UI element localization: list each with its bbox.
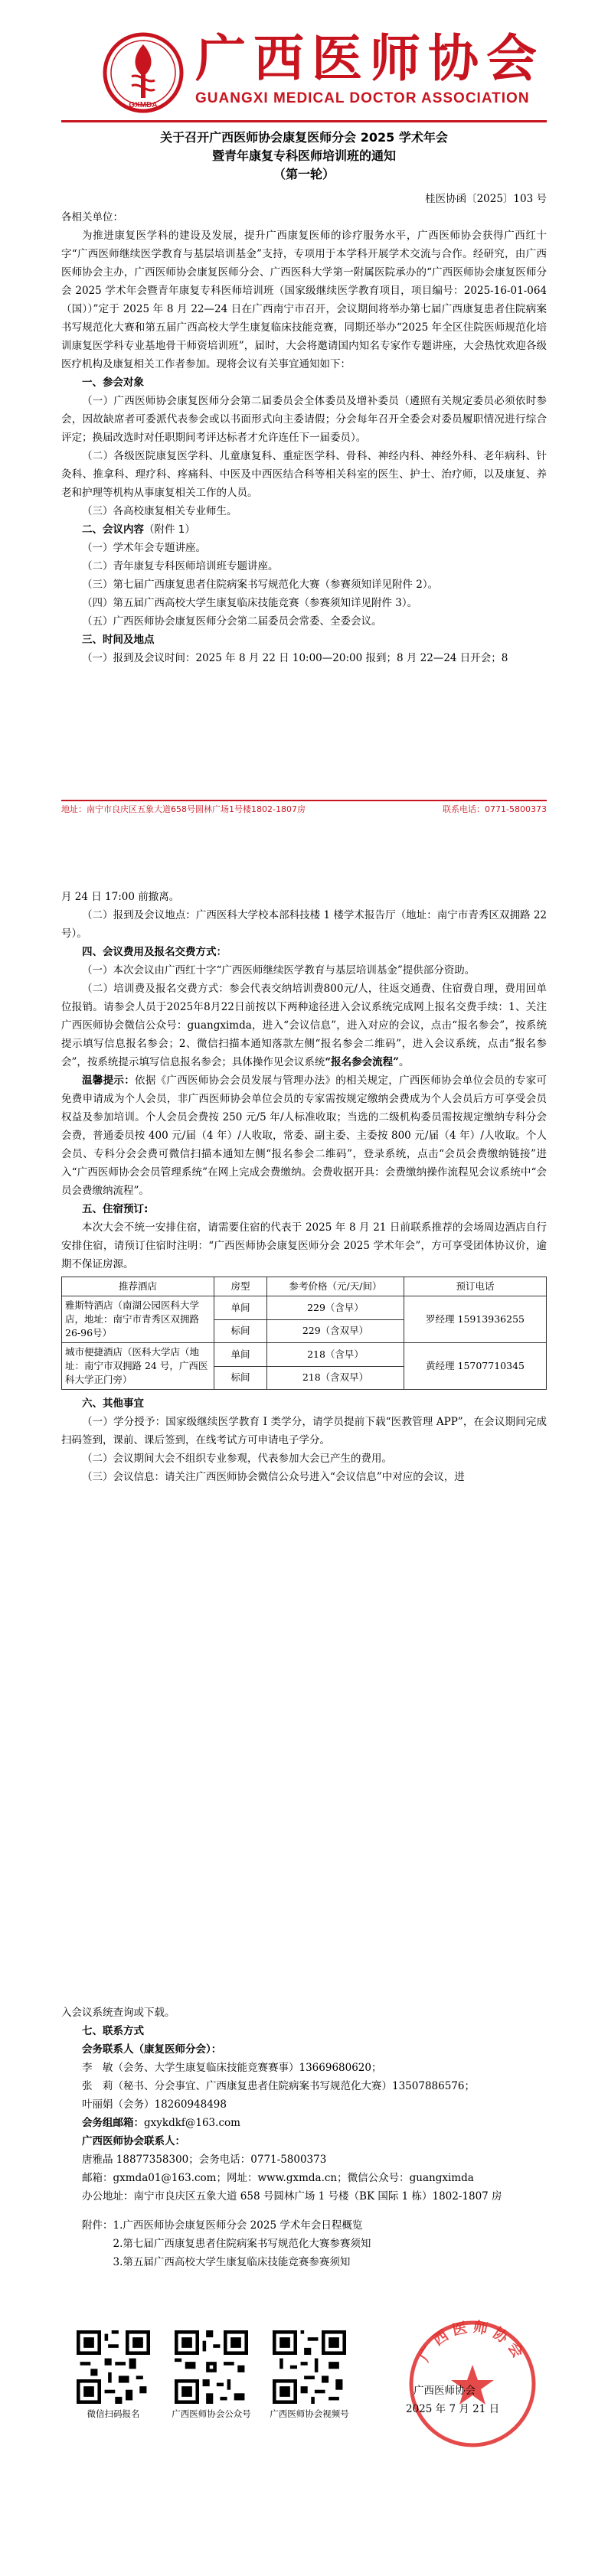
contact-line: 李 敏（会务、大学生康复临床技能竞赛赛事）13669680620； bbox=[82, 2062, 382, 2074]
attachments-line-2: 2.第七届广西康复患者住院病案书写规范化大赛参赛须知 bbox=[113, 2238, 371, 2250]
table-row bbox=[62, 1296, 547, 1320]
hotel-phone: 罗经理 15913936255 bbox=[404, 1296, 547, 1343]
section-7-heading: 七、联系方式 bbox=[82, 2025, 144, 2037]
section-6-item-3-part2: 入会议系统查询或下载。 bbox=[61, 2007, 175, 2019]
section-4-item-2: （二）培训费及报名交费方式：参会代表交纳培训费800元/人，往返交通费、住宿费自理，费用回单位报销。请参会人员于2025年8月22日前按以下两种途径进入会议系统完成网上报名交费手续：1、关注广西医师协会微信公众号：guangximda，进入“会议信息”，进入对应的会议，点击“报名参会”，按系统提示填写信息报名参会；2、微信扫描本通知落款左侧“报名参会二维码”，进入会议系统，点击“报名参会”，按系统提示填写信息报名参会；具体操作见会议系统“报名参会流程”。 bbox=[61, 983, 547, 1068]
salutation: 各相关单位： bbox=[61, 211, 123, 223]
room-price: 218（含双早） bbox=[267, 1366, 404, 1390]
footer-divider bbox=[61, 800, 547, 801]
contact-line: 张 莉（秘书、分会事宜、广西康复患者住院病案书写规范化大赛）13507886576； bbox=[82, 2080, 475, 2092]
doc-title-line2: 暨青年康复专科医师培训班的通知 bbox=[211, 148, 396, 163]
room-type: 单间 bbox=[214, 1296, 267, 1320]
room-price: 229（含双早） bbox=[267, 1319, 404, 1343]
section-5-paragraph: 本次大会不统一安排住宿，请需要住宿的代表于 2025 年 8 月 21 日前联系推荐的会场周边酒店自行安排住宿，请预订住宿时注明：“广西医师协会康复医师分会 2025 学术年会”，方可享受团体协议价，逾期不保证房源。 bbox=[61, 1221, 547, 1270]
email-line: 会务组邮箱：gxykdkf@163.com bbox=[82, 2117, 240, 2129]
room-type: 单间 bbox=[214, 1343, 267, 1367]
hotel-name: 城市便捷酒店（医科大学店（地址：南宁市双拥路 24 号，广西医科大学正门旁） bbox=[62, 1343, 214, 1390]
doc-title-line1: 关于召开广西医师协会康复医师分会 2025 学术年会 bbox=[160, 130, 448, 145]
hotel-name: 雅斯特酒店（南湖公园医科大学店，地址：南宁市青秀区双拥路26-96号） bbox=[62, 1296, 214, 1343]
section-1-item-3: （三）各高校康复相关专业师生。 bbox=[82, 505, 237, 517]
official-account-qr-code-icon[interactable] bbox=[175, 2330, 248, 2404]
association-logo-icon bbox=[101, 31, 185, 115]
intro-paragraph: 为推进康复医学科的建设及发展，提升广西康复医师的诊疗服务水平，广西医师协会获得广西红十字“广西医师继续医学教育与基层培训基金”支持，专项用于本学科开展学术交流与合作。经研究，由广西医师协会主办，广西医师协会康复医师分会、广西医科大学第一附属医院承办的“广西医师协会康复医师分会 2025 学术年会暨青年康复专科医师培训班（国家级继续医学教育项目，项目编号：2025-16-01-064（国））”定于 2025 年 8 月 22—24 日在广西南宁市召开，会议期间将举办第七届广西康复患者住院病案书写规范化大赛和第五届广西高校大学生康复临床技能竞赛，同期还举办“2025 年全区住院医师规范化培训康复医学科专业基地骨干师资培训班”，届时，大会将邀请国内知名专家作专题讲座，大会热忱欢迎各级医疗机构及康复相关工作者参加。现将会议有关事宜通知如下： bbox=[61, 230, 547, 370]
room-type: 标间 bbox=[214, 1319, 267, 1343]
page-3-body bbox=[61, 2004, 547, 2271]
section-4-item-1: （一）本次会议由广西红十字“广西医师继续医学教育与基层培训基金”提供部分资助。 bbox=[82, 964, 476, 977]
logo-text: GXMDA bbox=[129, 101, 158, 109]
qr-caption-official-account: 广西医师协会公众号 bbox=[172, 2408, 251, 2419]
section-4-tip: 温馨提示：依据《广西医师协会会员发展与管理办法》的相关规定，广西医师协会单位会员的专家可免费申请成为个人会员，非广西医师协会单位会员的专家需按规定缴纳会费成为个人会员后方可享受会员权益及参加培训。个人会员会费按 250 元/5 年/人标准收取；当选的二级机构委员需按规定缴纳专科分会会费，普通委员按 400 元/届（4 年）/人收取，常委、副主委、主委按 800 元/届（4 年）/人收取。个人会员、专科分会会费可微信扫描本通知左侧“报名参会二维码”，登录系统，点击“会员会费缴纳链接”进入“广西医师协会会员管理系统”在网上完成会费缴纳。会费收据开具：会费缴纳操作流程见会议系统中“会员会费缴纳流程”。 bbox=[61, 1074, 548, 1197]
attachments-line-1: 附件：1.广西医师协会康复医师分会 2025 学术年会日程概览 bbox=[82, 2219, 363, 2232]
attachment-ref: （附件 1） bbox=[144, 523, 195, 536]
section-1-item-1: （一）广西医师协会康复医师分会第二届委员会全体委员及增补委员（遴照有关规定委员必须依时参会，因故缺席者可委派代表参会或以书面形式向主委请假；分会每年召开全委会对委员履职情况进行综合评定；换届改选时对任职期间考评达标者才允许连任下一届委员）。 bbox=[61, 395, 547, 444]
register-qr-code-icon[interactable] bbox=[77, 2330, 150, 2404]
attachments-line-3: 3.第五届广西高校大学生康复临床技能竞赛参赛须知 bbox=[113, 2256, 351, 2268]
section-1-item-2: （二）各级医院康复医学科、儿童康复科、重症医学科、骨科、神经内科、神经外科、老年病科、针灸科、推拿科、理疗科、疼痛科、中医及中西医结合科等相关科室的医生、护士、治疗师，以及康复、养老和护理等机构从事康复相关工作的人员。 bbox=[61, 450, 547, 499]
section-6-heading: 六、其他事宜 bbox=[82, 1397, 144, 1410]
signature-org: 广西医师协会 bbox=[414, 2385, 476, 2397]
hotel-col-room: 房型 bbox=[214, 1277, 267, 1296]
header-divider bbox=[61, 120, 547, 122]
qr-caption-register: 微信扫码报名 bbox=[87, 2408, 140, 2419]
section-1-heading: 一、参会对象 bbox=[82, 377, 144, 389]
room-price: 229（含早） bbox=[267, 1296, 404, 1320]
assoc-contact-label: 广西医师协会联系人： bbox=[82, 2135, 185, 2147]
hotel-col-name: 推荐酒店 bbox=[62, 1277, 214, 1296]
hotel-col-price: 参考价格（元/天/间） bbox=[267, 1277, 404, 1296]
qr-caption-video-account: 广西医师协会视频号 bbox=[270, 2408, 349, 2419]
doc-title-line3: （第一轮） bbox=[273, 167, 335, 181]
section-2-item-3: （三）第七届广西康复患者住院病案书写规范化大赛（参赛须知详见附件 2）。 bbox=[82, 579, 439, 591]
hotel-phone: 黄经理 15707710345 bbox=[404, 1343, 547, 1390]
hotel-table bbox=[61, 1277, 547, 1390]
doc-number: 桂医协函〔2025〕103 号 bbox=[425, 193, 547, 205]
page-footer bbox=[61, 803, 547, 815]
section-3-item-2: （二）报到及会议地点：广西医科大学校本部科技楼 1 楼学术报告厅（地址：南宁市青秀区双拥路 22 号）。 bbox=[61, 909, 547, 940]
section-2-item-4: （四）第五届广西高校大学生康复临床技能竞赛（参赛须知详见附件 3）。 bbox=[82, 597, 418, 609]
footer-phone: 联系电话：0771-5800373 bbox=[443, 804, 547, 814]
signature-date: 2025 年 7 月 21 日 bbox=[406, 2403, 500, 2415]
section-6-item-1: （一）学分授予：国家级继续医学教育 I 类学分，请学员提前下载“医教管理 APP”，在会议期间完成扫码签到，课前、课后签到，在线考试方可申请电子学分。 bbox=[61, 1416, 547, 1446]
section-3-item-1-part1: （一）报到及会议时间：2025 年 8 月 22 日 10:00—20:00 报到；8 月 22—24 日开会；8 bbox=[82, 652, 508, 664]
table-row bbox=[62, 1343, 547, 1367]
letterhead bbox=[0, 0, 608, 126]
section-2-item-1: （一）学术年会专题讲座。 bbox=[82, 542, 206, 554]
assoc-email: 邮箱：gxmda01@163.com；网址：www.gxmda.cn；微信公众号：guangximda bbox=[82, 2172, 474, 2184]
section-2-heading: 二、会议内容（附件 1） bbox=[82, 523, 195, 536]
assoc-address: 办公地址：南宁市良庆区五象大道 658 号圆林广场 1 号楼（BK 国际 1 栋）1802-1807 房 bbox=[82, 2190, 502, 2203]
page-2-body bbox=[61, 888, 547, 1486]
contact-line: 叶丽娟（会务）18260948498 bbox=[82, 2098, 227, 2111]
seal-text: 广西医师协会 bbox=[416, 2319, 529, 2365]
section-3-item-1-part2: 月 24 日 17:00 前撤离。 bbox=[61, 891, 180, 903]
contact-team-label: 会务联系人（康复医师分会）： bbox=[82, 2043, 222, 2056]
org-name-cn: 广西医师协会 bbox=[195, 29, 544, 88]
assoc-contact: 唐雅晶 18877358300；会务电话：0771-5800373 bbox=[82, 2154, 327, 2166]
email-link[interactable]: gxykdkf@163.com bbox=[144, 2117, 240, 2129]
section-5-heading: 五、住宿预订: bbox=[82, 1203, 149, 1215]
section-6-item-2: （二）会议期间大会不组织专业参观，代表参加大会已产生的费用。 bbox=[82, 1453, 392, 1465]
hotel-col-phone: 预订电话 bbox=[404, 1277, 547, 1296]
section-2-item-2: （二）青年康复专科医师培训班专题讲座。 bbox=[82, 560, 279, 572]
page-1-body bbox=[61, 129, 547, 667]
section-2-item-5: （五）广西医师协会康复医师分会第二届委员会常委、全委会议。 bbox=[82, 615, 382, 628]
svg-text:广西医师协会 bbox=[416, 2319, 530, 2365]
room-type: 标间 bbox=[214, 1366, 267, 1390]
room-price: 218（含早） bbox=[267, 1343, 404, 1367]
video-account-qr-code-icon[interactable] bbox=[273, 2330, 346, 2404]
section-4-heading: 四、会议费用及报名交费方式： bbox=[82, 946, 227, 958]
org-name-en: GUANGXI MEDICAL DOCTOR ASSOCIATION bbox=[195, 90, 530, 106]
footer-address: 地址：南宁市良庆区五象大道658号圆林广场1号楼1802-1807房 bbox=[61, 804, 306, 814]
section-3-heading: 三、时间及地点 bbox=[82, 634, 155, 646]
section-6-item-3-part1: （三）会议信息：请关注广西医师协会微信公众号进入“会议信息”中对应的会议，进 bbox=[82, 1471, 465, 1483]
